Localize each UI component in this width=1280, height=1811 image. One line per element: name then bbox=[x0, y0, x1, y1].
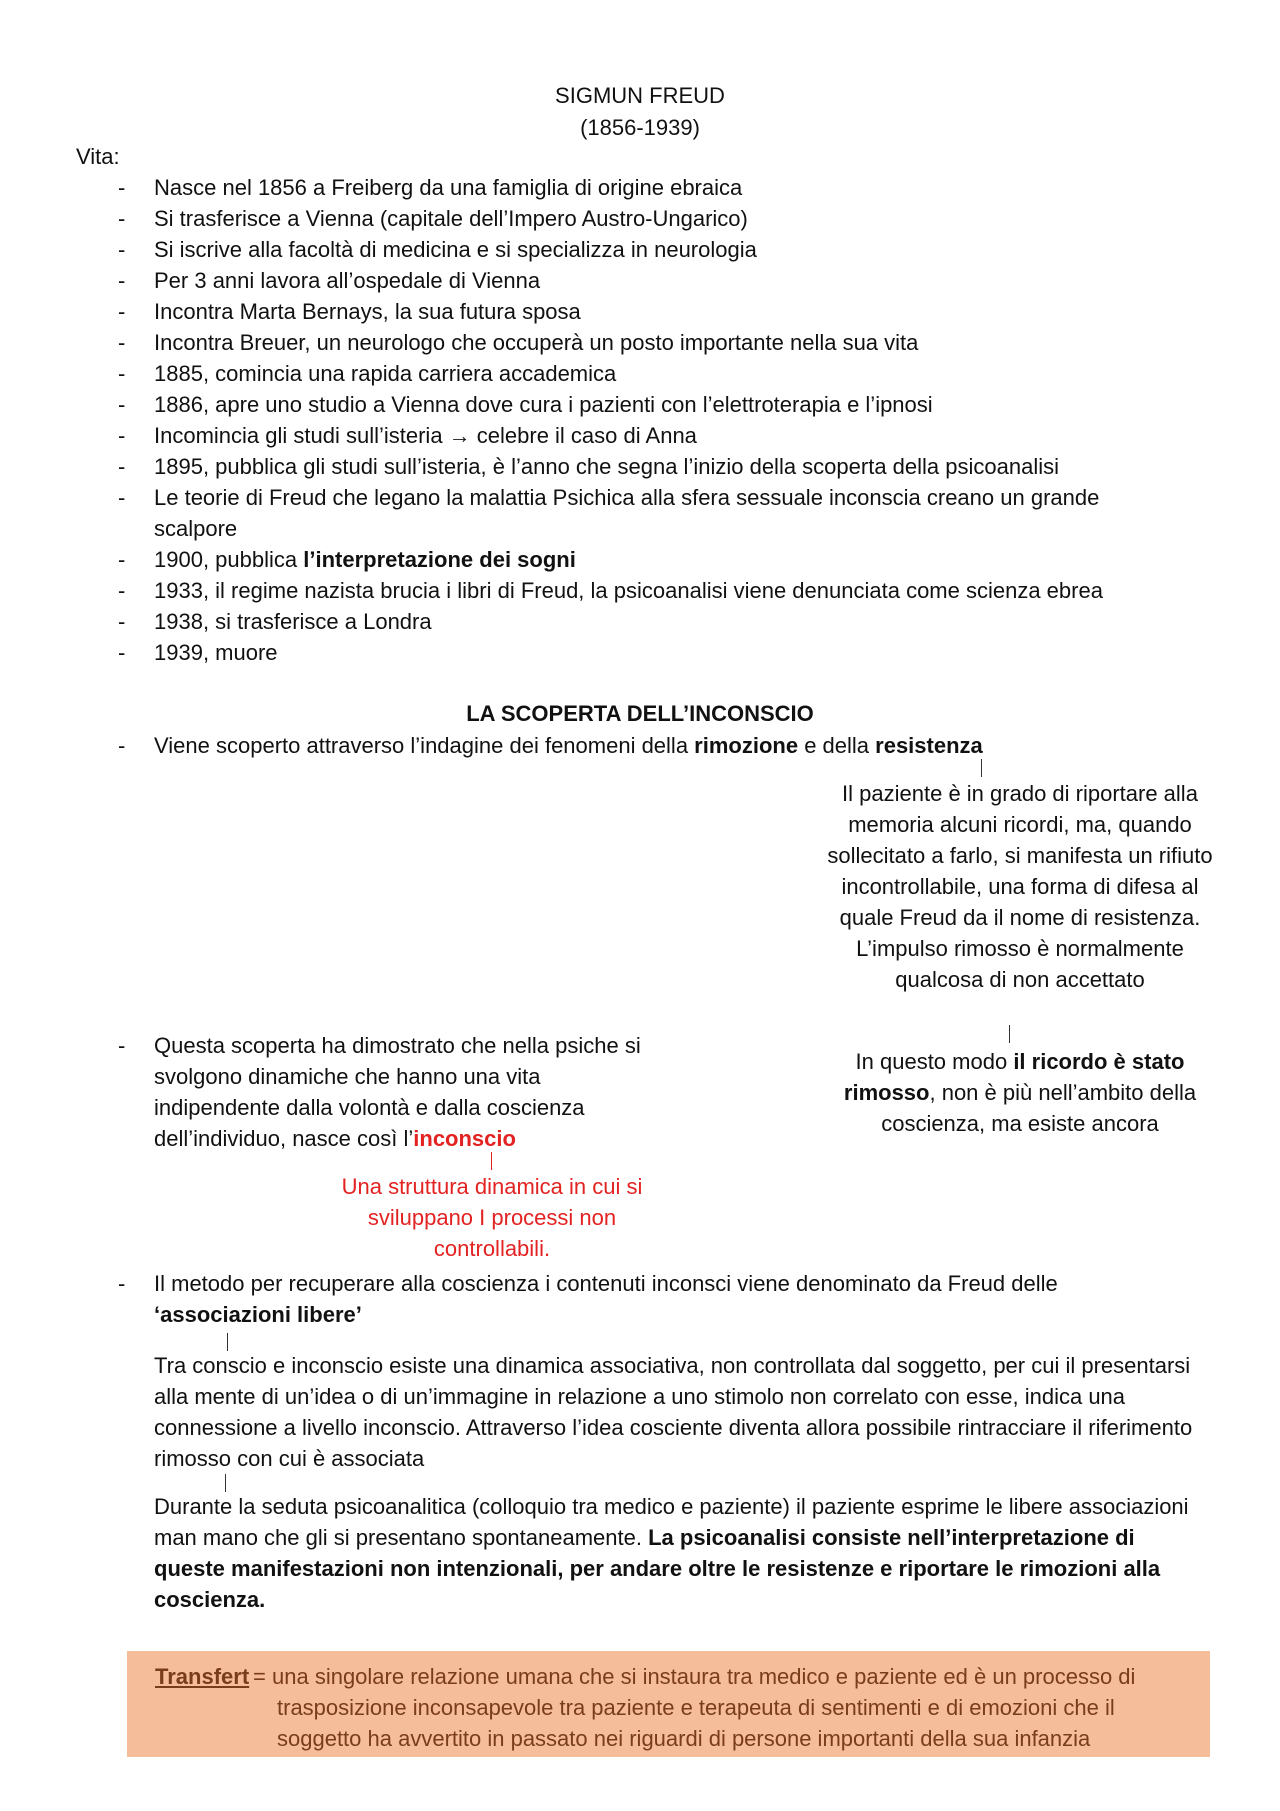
vita-item: - 1895, pubblica gli studi sull’isteria, è l’anno che segna l’inizio della scoperta della psicoanalisi bbox=[118, 451, 1198, 482]
resistenza-explanation: Il paziente è in grado di riportare alla memoria alcuni ricordi, ma, quando sollecitato a farlo, si manifesta un rifiuto incontrollabile, una forma di difesa al quale Freud da il nome di resistenza. L’impulso rimosso è normalmente qualcosa di non accettato bbox=[827, 781, 1213, 992]
vita-item: - 1886, apre uno studio a Vienna dove cura i pazienti con l’elettroterapia e l’ipnosi bbox=[118, 389, 1198, 420]
connector-line bbox=[491, 1152, 492, 1170]
vita-item-1900 bbox=[118, 544, 1198, 575]
vita-item: - Incontra Breuer, un neurologo che occuperà un posto importante nella sua vita bbox=[118, 327, 1198, 358]
seduta-bold: La psicoanalisi consiste nell’interpretazione di queste manifestazioni non intenzionali, per andare oltre le resistenze e riportare le rimozioni alla coscienza. bbox=[154, 1525, 1161, 1612]
vita-item: - 1938, si trasferisce a Londra bbox=[118, 606, 1198, 637]
dinamica-associativa-text: Tra conscio e inconscio esiste una dinamica associativa, non controllata dal soggetto, per cui il presentarsi alla mente di un’idea o di un’immagine in relazione a uno stimolo non correlato con esse, indica una connessione a livello inconscio. Attraverso l’idea cosciente diventa allora possibile rintracciare il riferimento rimosso con cui è associata bbox=[154, 1353, 1193, 1471]
connector-line bbox=[981, 759, 982, 777]
transfert-equals: = bbox=[253, 1664, 266, 1689]
vita-1900-prefix: 1900, pubblica bbox=[154, 547, 304, 572]
metodo-list bbox=[118, 1268, 1198, 1330]
vita-heading: Vita: bbox=[76, 144, 120, 169]
metodo-text: Il metodo per recuperare alla coscienza i contenuti inconsci viene denominato da Freud delle bbox=[154, 1271, 1058, 1296]
transfert-label: Transfert bbox=[155, 1664, 250, 1689]
vita-item: - Incomincia gli studi sull’isteria → celebre il caso di Anna bbox=[118, 420, 1198, 451]
vita-list bbox=[118, 172, 1198, 668]
vita-item: - 1933, il regime nazista brucia i libri di Freud, la psicoanalisi viene denunciata come scienza ebrea bbox=[118, 575, 1198, 606]
vita-item: - 1939, muore bbox=[118, 637, 1198, 668]
vita-item: - Si iscrive alla facoltà di medicina e si specializza in neurologia bbox=[118, 234, 1198, 265]
struttura-dinamica-note: Una struttura dinamica in cui si sviluppano I processi non controllabili. bbox=[341, 1174, 643, 1261]
rimosso-bold: il ricordo è stato rimosso bbox=[843, 1049, 1185, 1105]
rimosso-text-a: In questo modo bbox=[855, 1049, 1014, 1074]
vita-item: - 1885, comincia una rapida carriera accademica bbox=[118, 358, 1198, 389]
connector-line bbox=[227, 1333, 228, 1351]
rimosso-explanation bbox=[820, 1046, 1220, 1139]
scoperta-list bbox=[118, 1030, 668, 1154]
document-title-block bbox=[0, 80, 1280, 144]
document-title: SIGMUN FREUD bbox=[555, 83, 725, 108]
line1-rimozione: rimozione bbox=[694, 733, 799, 758]
line1-resistenza: resistenza bbox=[875, 733, 983, 758]
inconscio-line1 bbox=[118, 730, 1198, 761]
connector-line bbox=[225, 1474, 226, 1492]
vita-item: - Nasce nel 1856 a Freiberg da una famiglia di origine ebraica bbox=[118, 172, 1198, 203]
document-dates: (1856-1939) bbox=[580, 115, 700, 140]
line1-text-a: Viene scoperto attraverso l’indagine dei fenomeni della bbox=[154, 733, 695, 758]
seduta-text: Durante la seduta psicoanalitica (colloquio tra medico e paziente) il paziente esprime le libere associazioni man mano che gli si presentano spontaneamente. bbox=[154, 1494, 1189, 1550]
transfert-box bbox=[127, 1651, 1210, 1757]
scoperta-text: Questa scoperta ha dimostrato che nella psiche si svolgono dinamiche che hanno una vita indipendente dalla volontà e dalla coscienza dell’individuo, nasce così l’ bbox=[154, 1033, 641, 1151]
rimosso-text-c: , non è più nell’ambito della coscienza, ma esiste ancora bbox=[881, 1080, 1197, 1136]
metodo-item bbox=[118, 1268, 1198, 1330]
vita-item: - Si trasferisce a Vienna (capitale dell’Impero Austro-Ungarico) bbox=[118, 203, 1198, 234]
vita-item: - Per 3 anni lavora all’ospedale di Vienna bbox=[118, 265, 1198, 296]
inconscio-line1-list bbox=[118, 730, 1198, 761]
vita-item: - Incontra Marta Bernays, la sua futura sposa bbox=[118, 296, 1198, 327]
transfert-definition: una singolare relazione umana che si instaura tra medico e paziente ed è un processo di trasposizione inconsapevole tra paziente e terapeuta di sentimenti e di emozioni che il soggetto ha avvertito in passato nei riguardi di persone importanti della sua infanzia bbox=[272, 1664, 1136, 1751]
vita-1900-bold: l’interpretazione dei sogni bbox=[303, 547, 576, 572]
vita-item: - Le teorie di Freud che legano la malattia Psichica alla sfera sessuale inconscia creano un grande scalpore bbox=[118, 482, 1154, 544]
line1-text-c: e della bbox=[798, 733, 876, 758]
seduta-psicoanalitica-text bbox=[154, 1491, 1194, 1615]
metodo-associazioni-libere: ‘associazioni libere’ bbox=[154, 1302, 362, 1327]
inconscio-heading: LA SCOPERTA DELL’INCONSCIO bbox=[466, 701, 814, 726]
scoperta-inconscio: inconscio bbox=[413, 1126, 516, 1151]
connector-line bbox=[1009, 1025, 1010, 1043]
scoperta-item bbox=[118, 1030, 668, 1154]
